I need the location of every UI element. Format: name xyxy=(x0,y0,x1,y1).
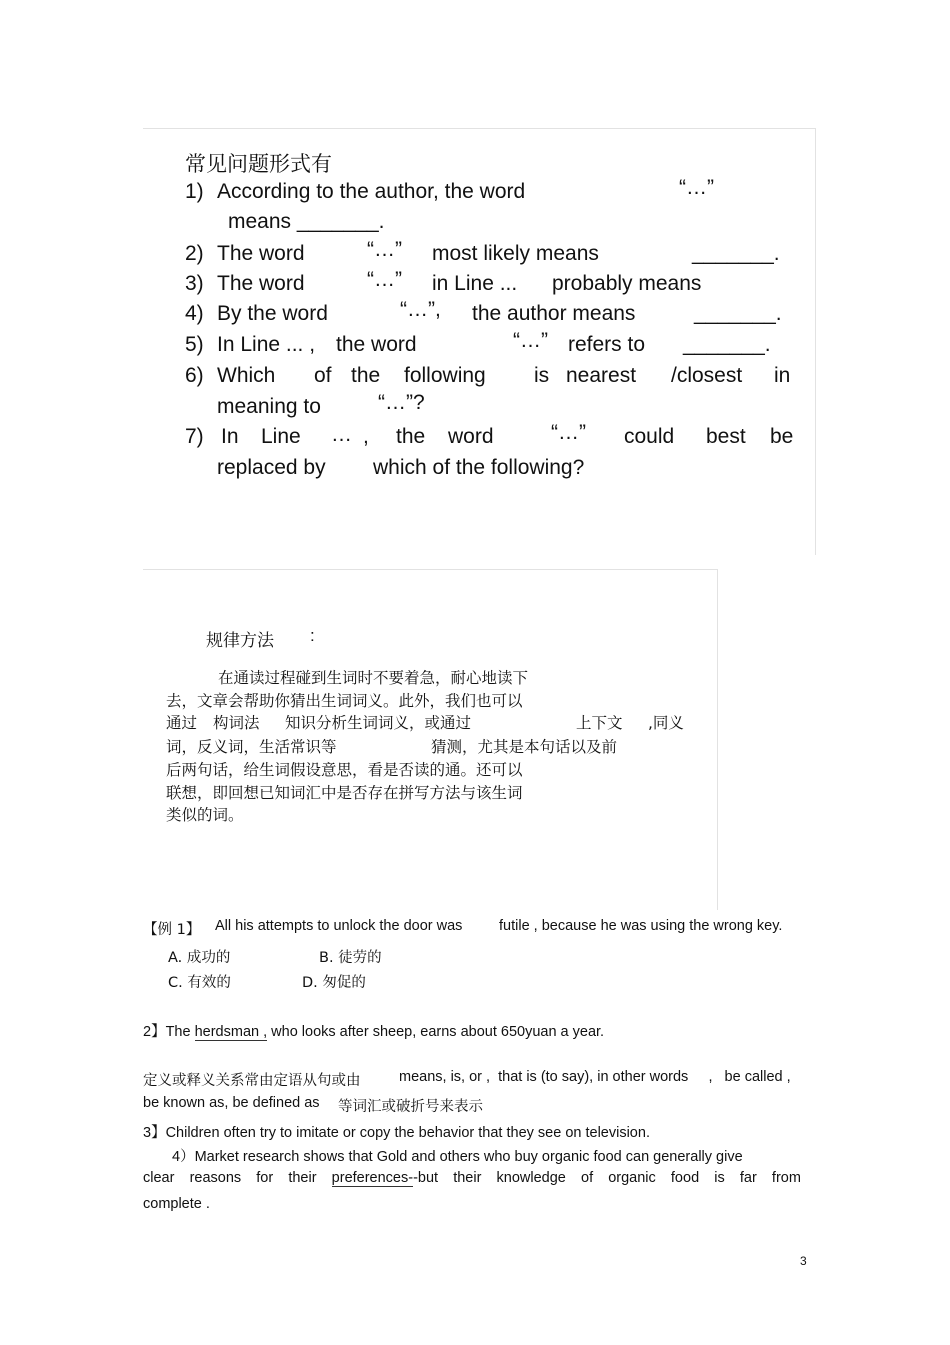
option-b: B. 徒劳的 xyxy=(319,950,382,966)
page-number: 3 xyxy=(800,1254,807,1268)
example4-underlined-group xyxy=(332,1170,438,1186)
q7-word: , xyxy=(363,425,369,448)
q3-number: 3) xyxy=(185,272,204,295)
q5-number: 5) xyxy=(185,333,204,356)
method-line: 去，文章会帮助你猜出生词词义。此外，我们也可以 xyxy=(166,692,523,710)
example4-underlined-word: preferences- xyxy=(331,1170,414,1186)
example4-word: food xyxy=(670,1170,700,1186)
q6-line2: meaning to xyxy=(217,395,321,418)
example2-line xyxy=(143,1020,604,1041)
method-line: 词，反义词，生活常识等 xyxy=(166,738,337,756)
method-line3-part: 构词法 xyxy=(213,714,260,732)
example4-word: for xyxy=(256,1170,274,1186)
q6-word: Which xyxy=(217,364,276,387)
example2-rest: who looks after sheep, earns about 650yuan a year. xyxy=(267,1024,605,1040)
q7-number: 7) xyxy=(185,425,204,448)
q2-blank: _______. xyxy=(692,242,780,265)
q2-text-b: most likely means xyxy=(432,242,599,265)
method-line3-part: ,同义 xyxy=(648,714,684,732)
question-forms-heading: 常见问题形式有 xyxy=(185,152,332,176)
q6-word: nearest xyxy=(566,364,637,387)
definition-line2-en: be known as, be defined as xyxy=(143,1095,320,1111)
q6-word: of xyxy=(314,364,332,387)
method-line3-part: 上下文 xyxy=(576,714,623,732)
example3-text: 3】Children often try to imitate or copy the behavior that they see on television. xyxy=(143,1125,650,1141)
method-line: 类似的词。 xyxy=(166,806,244,824)
option-d: D. 匆促的 xyxy=(302,975,366,991)
q1-text: According to the author, the word xyxy=(217,180,526,203)
q7-word: could xyxy=(624,425,675,448)
example4-word: is xyxy=(714,1170,725,1186)
q1-number: 1) xyxy=(185,180,204,203)
q2-quote: “…” xyxy=(367,238,402,261)
q5-quote: “…” xyxy=(513,329,548,352)
example4-word: their xyxy=(288,1170,317,1186)
definition-note-en: means, is, or , that is (to say), in other words , be called , xyxy=(399,1069,791,1085)
example4-word: -but xyxy=(413,1170,439,1186)
q7-word: best xyxy=(706,425,746,448)
q6-number: 6) xyxy=(185,364,204,387)
q6-word: the xyxy=(351,364,381,387)
q4-blank: _______. xyxy=(694,302,782,325)
q4-number: 4) xyxy=(185,302,204,325)
q2-text-a: The word xyxy=(217,242,305,265)
method-line: 后两句话，给生词假设意思，看是否读的通。还可以 xyxy=(166,761,523,779)
q3-text-b: in Line ... xyxy=(432,272,518,295)
method-line3-part: 通过 xyxy=(166,714,198,732)
q3-quote: “…” xyxy=(367,268,402,291)
example4-word: reasons xyxy=(189,1170,242,1186)
q4-quote: “…”, xyxy=(400,298,441,321)
example4-word: far xyxy=(739,1170,757,1186)
q5-text-c: refers to xyxy=(568,333,646,356)
example4-line1: 4）Market research shows that Gold and others who buy organic food can generally give xyxy=(172,1149,743,1165)
example2-underlined-word: herdsman , xyxy=(194,1024,268,1040)
example4-line2 xyxy=(143,1170,801,1186)
q7-line2-b: which of the following? xyxy=(373,456,585,479)
q6-quote: “…”? xyxy=(378,391,425,414)
q7-word: Line xyxy=(261,425,301,448)
q6-word: /closest xyxy=(671,364,743,387)
example4-word: their xyxy=(453,1170,482,1186)
q7-word: … xyxy=(331,423,352,446)
q4-text-a: By the word xyxy=(217,302,328,325)
example4-word: clear xyxy=(143,1170,175,1186)
q7-word: “…” xyxy=(551,421,586,444)
method-line3-part: 知识分析生词词义，或通过 xyxy=(285,714,472,732)
q7-word: In xyxy=(221,425,239,448)
q6-word: is xyxy=(534,364,550,387)
q1-quote: “…” xyxy=(679,176,714,199)
example1-label: 【例 1】 xyxy=(143,922,201,938)
option-a: A. 成功的 xyxy=(168,950,231,966)
example2-label: 2】The xyxy=(143,1024,195,1040)
q5-text-b: the word xyxy=(336,333,417,356)
option-c: C. 有效的 xyxy=(168,975,231,991)
q2-number: 2) xyxy=(185,242,204,265)
q7-line2-a: replaced by xyxy=(217,456,326,479)
q6-word: following xyxy=(404,364,486,387)
q3-text-a: The word xyxy=(217,272,305,295)
q4-text-b: the author means xyxy=(472,302,636,325)
q3-text-c: probably means xyxy=(552,272,702,295)
example4-word: of xyxy=(581,1170,594,1186)
example1-text-a: All his attempts to unlock the door was xyxy=(215,918,463,934)
q1-continuation: means _______. xyxy=(228,210,385,233)
q7-word: word xyxy=(448,425,494,448)
definition-line2-cn: 等词汇或破折号来表示 xyxy=(338,1099,483,1115)
example4-word: organic xyxy=(608,1170,656,1186)
definition-note-cn: 定义或释义关系常由定语从句或由 xyxy=(143,1073,361,1089)
method-line: 在通读过程碰到生词时不要着急，耐心地读下 xyxy=(218,669,529,687)
example1-text-b: futile , because he was using the wrong key. xyxy=(499,918,783,934)
example4-word: from xyxy=(771,1170,801,1186)
method-title: 规律方法 xyxy=(206,631,274,651)
q5-blank: _______. xyxy=(683,333,771,356)
q5-text-a: In Line ... , xyxy=(217,333,316,356)
method-title-colon: : xyxy=(310,626,315,645)
q6-word: in xyxy=(774,364,791,387)
example4-line3: complete . xyxy=(143,1196,210,1212)
method-line: 联想，即回想已知词汇中是否存在拼写方法与该生词 xyxy=(166,784,523,802)
q7-word: be xyxy=(770,425,794,448)
method-line4-tail: 猜测，尤其是本句话以及前 xyxy=(431,738,618,756)
q7-word: the xyxy=(396,425,426,448)
example4-word: knowledge xyxy=(496,1170,566,1186)
